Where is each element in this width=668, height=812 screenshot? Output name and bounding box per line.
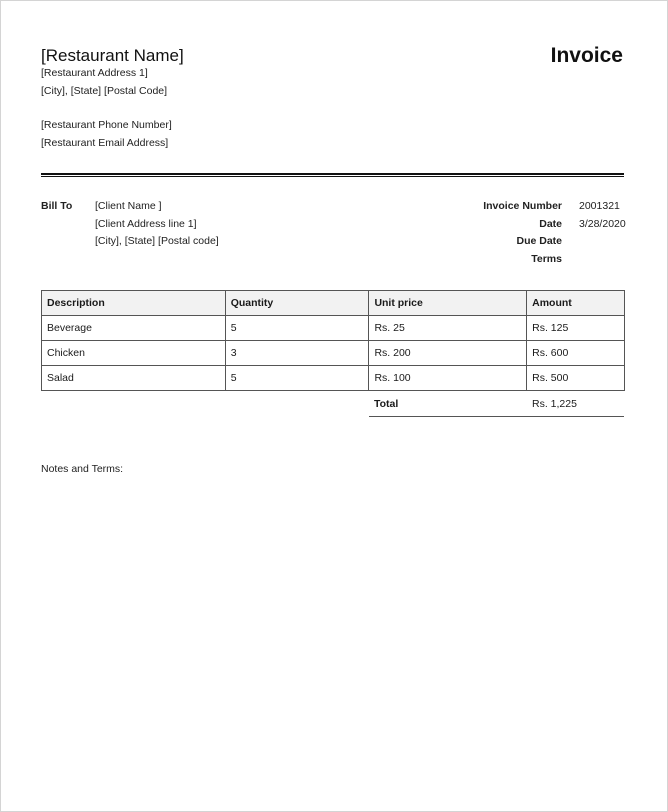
terms-label: Terms bbox=[531, 253, 562, 265]
cell-unit-price: Rs. 200 bbox=[369, 341, 527, 366]
restaurant-city-state-postal: [City], [State] [Postal Code] bbox=[41, 85, 168, 97]
cell-description: Beverage bbox=[42, 316, 226, 341]
table-header-row bbox=[42, 291, 625, 316]
client-name: [Client Name ] bbox=[95, 200, 162, 212]
bill-to-label: Bill To bbox=[41, 200, 73, 212]
table-row bbox=[42, 366, 625, 391]
cell-amount: Rs. 125 bbox=[527, 316, 625, 341]
table-row bbox=[42, 316, 625, 341]
date-value: 3/28/2020 bbox=[579, 218, 626, 230]
invoice-number-label: Invoice Number bbox=[483, 200, 562, 212]
total-value: Rs. 1,225 bbox=[532, 398, 577, 410]
notes-and-terms-label: Notes and Terms: bbox=[41, 463, 124, 475]
invoice-number-value: 2001321 bbox=[579, 200, 620, 212]
restaurant-email: [Restaurant Email Address] bbox=[41, 137, 169, 149]
cell-unit-price: Rs. 100 bbox=[369, 366, 527, 391]
header-amount: Amount bbox=[527, 291, 625, 316]
date-label: Date bbox=[539, 218, 562, 230]
client-address: [Client Address line 1] bbox=[95, 218, 197, 230]
due-date-label: Due Date bbox=[516, 235, 562, 247]
cell-description: Chicken bbox=[42, 341, 226, 366]
cell-quantity: 5 bbox=[225, 316, 369, 341]
client-city-state-postal: [City], [State] [Postal code] bbox=[95, 235, 219, 247]
header-quantity: Quantity bbox=[225, 291, 369, 316]
restaurant-name: [Restaurant Name] bbox=[41, 46, 184, 65]
cell-quantity: 3 bbox=[225, 341, 369, 366]
total-label: Total bbox=[374, 398, 399, 410]
restaurant-address: [Restaurant Address 1] bbox=[41, 67, 148, 79]
divider-top-line bbox=[41, 173, 624, 175]
cell-description: Salad bbox=[42, 366, 226, 391]
cell-quantity: 5 bbox=[225, 366, 369, 391]
cell-amount: Rs. 500 bbox=[527, 366, 625, 391]
table-row bbox=[42, 341, 625, 366]
total-row bbox=[369, 391, 624, 417]
cell-amount: Rs. 600 bbox=[527, 341, 625, 366]
header-unit-price: Unit price bbox=[369, 291, 527, 316]
items-table bbox=[41, 290, 625, 391]
header-description: Description bbox=[42, 291, 226, 316]
restaurant-phone: [Restaurant Phone Number] bbox=[41, 119, 172, 131]
cell-unit-price: Rs. 25 bbox=[369, 316, 527, 341]
divider-bottom-line bbox=[41, 176, 624, 177]
invoice-title: Invoice bbox=[550, 44, 623, 67]
